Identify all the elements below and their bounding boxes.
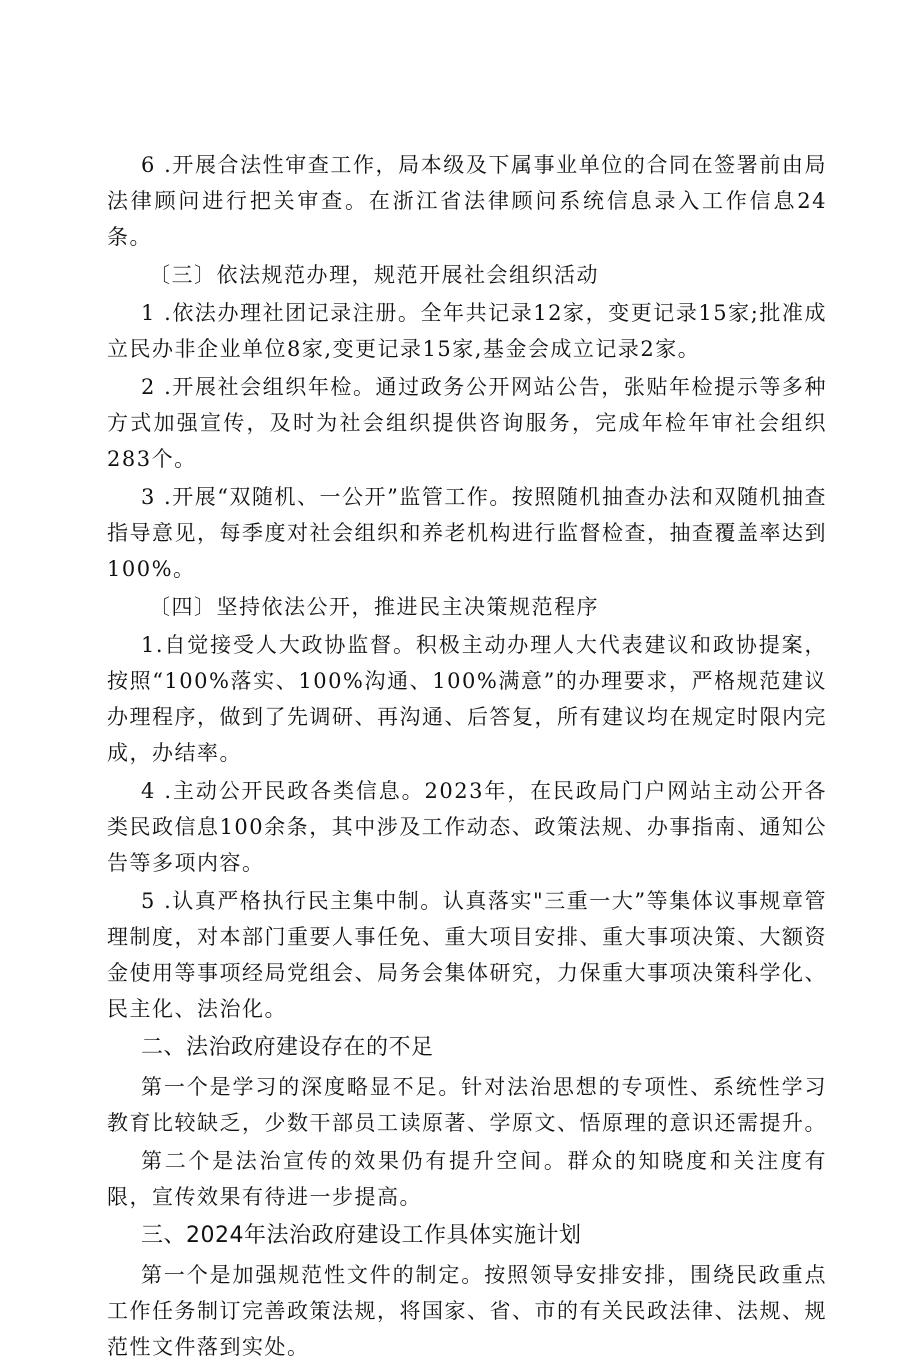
paragraph-item-4-information-disclosure: 4 .主动公开民政各类信息。2023年，在民政局门户网站主动公开各类民政信息100余条，其中涉及工作动态、政策法规、办事指南、通知公告等多项内容。 (107, 779, 827, 875)
paragraph-shortcoming-1: 第一个是学习的深度略显不足。针对法治思想的专项性、系统性学习教育比较缺乏，少数干部员工读原著、学原文、悟原理的意识还需提升。 (107, 1075, 827, 1135)
paragraph-item-6-legal-review: 6 .开展合法性审查工作，局本级及下属事业单位的合同在签署前由局法律顾问进行把关审查。在浙江省法律顾问系统信息录入工作信息24条。 (107, 153, 827, 249)
section-heading-2024-plan: 三、2024年法治政府建设工作具体实施计划 (141, 1223, 582, 1248)
document-page (107, 147, 827, 1367)
section-heading-shortcomings: 二、法治政府建设存在的不足 (141, 1035, 434, 1060)
subheading-section-4: 〔四〕坚持依法公开，推进民主决策规范程序 (149, 595, 599, 619)
subheading-section-3: 〔三〕依法规范办理，规范开展社会组织活动 (149, 263, 599, 287)
paragraph-item-2-annual-inspection: 2 .开展社会组织年检。通过政务公开网站公告，张贴年检提示等多种方式加强宣传，及时为社会组织提供咨询服务，完成年检年审社会组织283个。 (107, 375, 827, 471)
paragraph-item-1-registration: 1 .依法办理社团记录注册。全年共记录12家，变更记录15家;批准成立民办非企业单位8家,变更记录15家,基金会成立记录2家。 (107, 301, 827, 361)
paragraph-item-1-npc-supervision: 1.自觉接受人大政协监督。积极主动办理人大代表建议和政协提案，按照“100%落实、100%沟通、100%满意”的办理要求，严格规范建议办理程序，做到了先调研、再沟通、后答复，所有建议均在规定时限内完成，办结率。 (107, 633, 827, 765)
paragraph-item-3-random-supervision: 3 .开展“双随机、一公开”监管工作。按照随机抽查办法和双随机抽查指导意见，每季度对社会组织和养老机构进行监督检查，抽查覆盖率达到100%。 (107, 485, 827, 581)
paragraph-plan-1: 第一个是加强规范性文件的制定。按照领导安排安排，围绕民政重点工作任务制订完善政策法规，将国家、省、市的有关民政法律、法规、规范性文件落到实处。 (107, 1263, 827, 1359)
paragraph-item-5-democratic-centralism: 5 .认真严格执行民主集中制。认真落实"三重一大”等集体议事规章管理制度，对本部门重要人事任免、重大项目安排、重大事项决策、大额资金使用等事项经局党组会、局务会集体研究，力保重大事项决策科学化、民主化、法治化。 (107, 889, 827, 1021)
paragraph-shortcoming-2: 第二个是法治宣传的效果仍有提升空间。群众的知晓度和关注度有限，宣传效果有待进一步提高。 (107, 1149, 827, 1209)
